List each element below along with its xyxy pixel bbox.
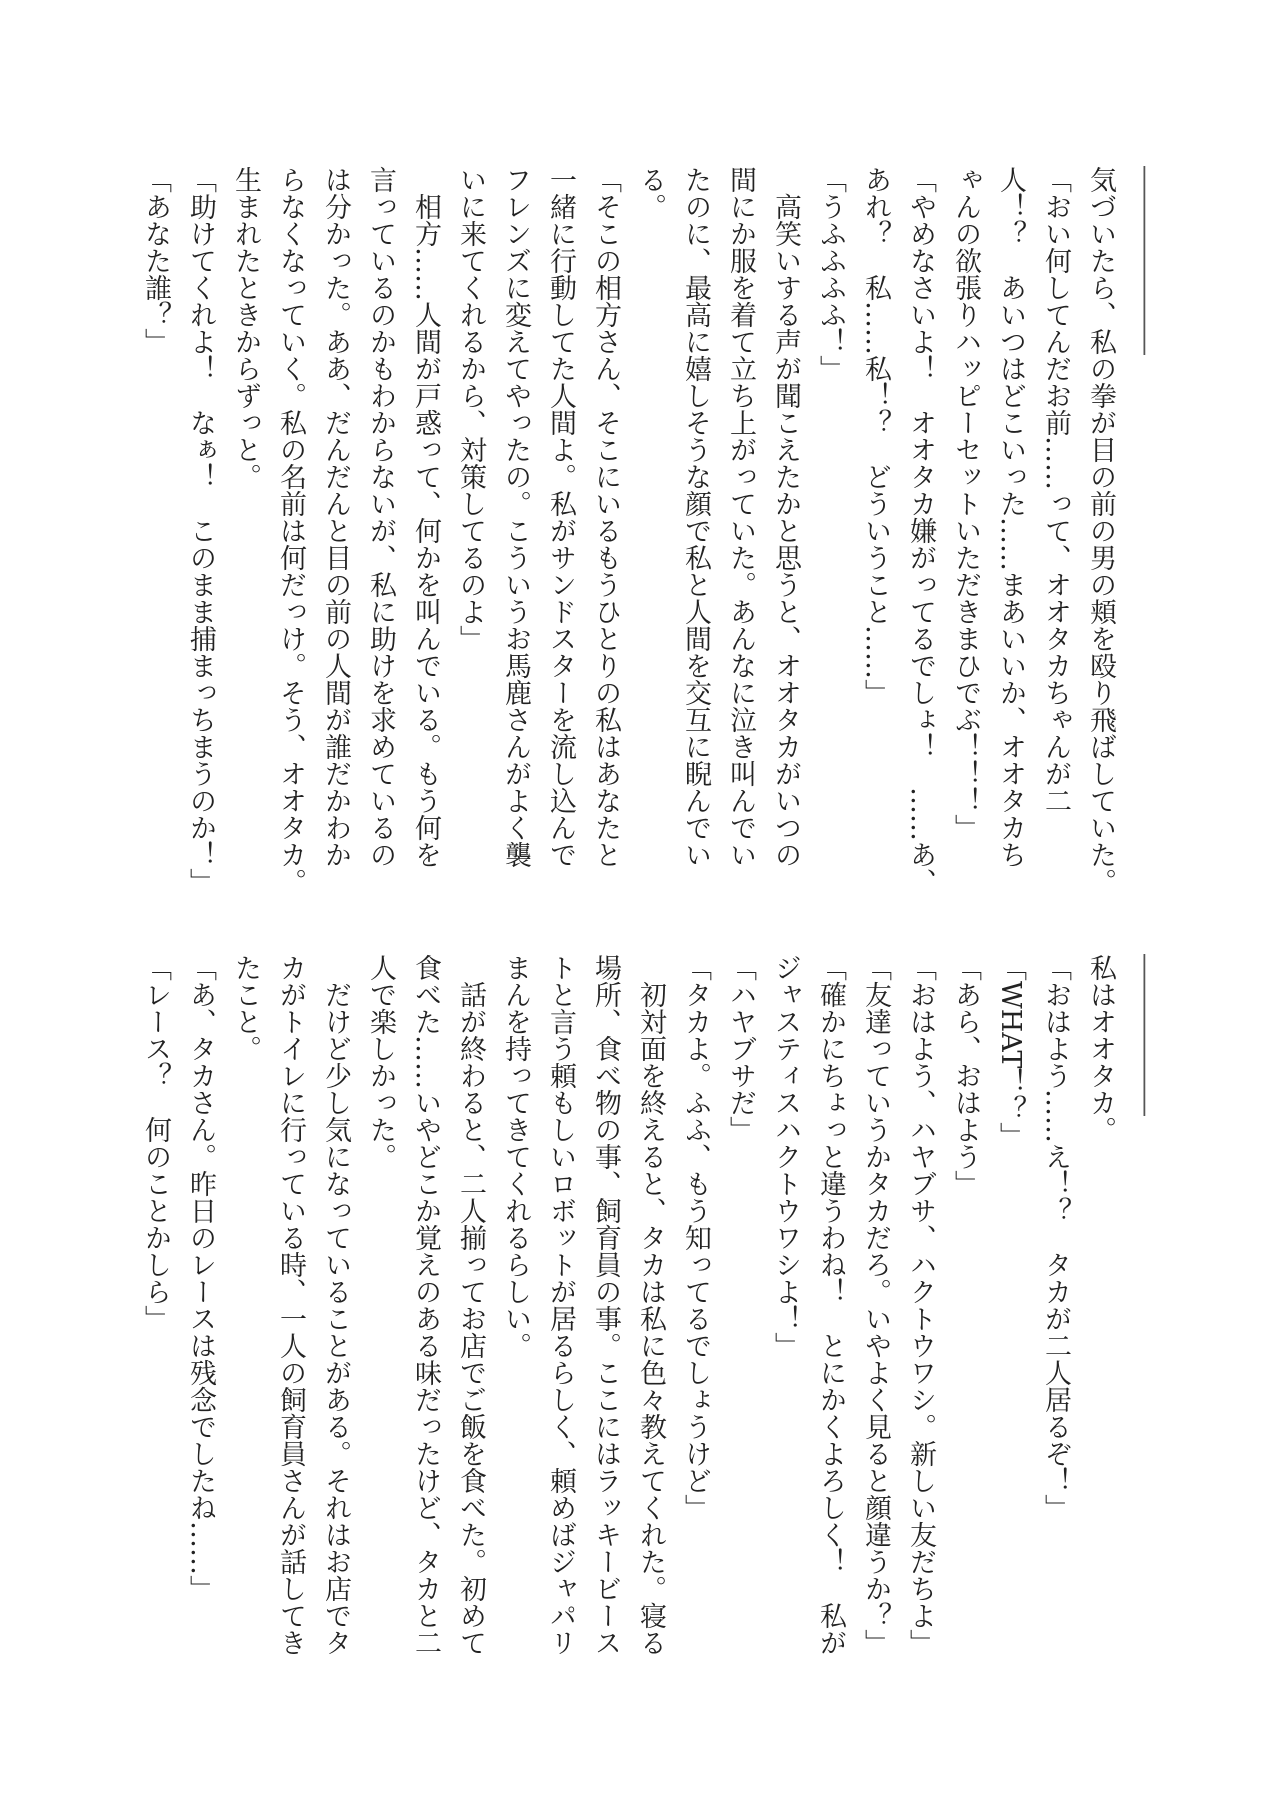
vertical-text-line: 「確かにちょっと違うわね！ とにかくよろしく！ 私が [815,954,846,1656]
vertical-text-line: 生まれたときからずっと。 [230,166,261,490]
vertical-text-line: 「あ、タカさん。昨日のレースは残念でしたね……」 [185,954,216,1602]
section-break-rule: ―――――― [1130,954,1161,1116]
vertical-text-line: 「おはよう……え！？ タカが二人居るぞ！」 [1040,954,1071,1521]
vertical-text-line: 「友達っていうかタカだろ。いやよく見ると顔違うか？」 [860,954,891,1656]
vertical-text-line: 相方……人間が戸惑って、何かを叫んでいる。もう何を [410,166,441,868]
vertical-text-line: 人で楽しかった。 [365,954,396,1170]
vertical-text-line: 「レース？ 何のことかしら」 [140,954,171,1332]
vertical-text-line: 気づいたら、私の拳が目の前の男の頬を殴り飛ばしていた。 [1085,166,1116,895]
vertical-text-line: 高笑いする声が聞こえたかと思うと、オオタカがいつの [770,166,801,868]
vertical-text-line: 「あなた誰？」 [140,166,171,355]
vertical-text-line: ジャスティスハクトウワシよ！」 [770,954,801,1359]
vertical-text-line: 間にか服を着て立ち上がっていた。あんなに泣き叫んでい [725,166,756,868]
vertical-text-line: 初対面を終えると、タカは私に色々教えてくれた。寝る [635,954,666,1656]
vertical-text-line: は分かった。ああ、だんだんと目の前の人間が誰だかわか [320,166,351,868]
vertical-text-line: 「やめなさいよ！ オオタカ嫌がってるでしょ！ ……あ、 [905,166,936,895]
text-block-bottom [133,954,1168,1699]
vertical-text-line: 食べた……いやどこか覚えのある味だったけど、タカと二 [410,954,441,1656]
text-block-top [133,166,1168,911]
vertical-text-line: 話が終わると、二人揃ってお店でご飯を食べた。初めて [455,954,486,1656]
vertical-text-line: 私はオオタカ。 [1085,954,1116,1143]
vertical-text-line: 「ハヤブサだ」 [725,954,756,1143]
vertical-text-line: あれ？ 私……私！？ どういうこと……」 [860,166,891,706]
section-break-rule: ――――――― [1130,166,1161,355]
vertical-text-line: フレンズに変えてやったの。こういうお馬鹿さんがよく襲 [500,166,531,868]
vertical-text-line: まんを持ってきてくれるらしい。 [500,954,531,1359]
vertical-text-line: 人！？ あいつはどこいった……まあいいか、オオタカち [995,166,1026,868]
vertical-text-line: らなくなっていく。私の名前は何だっけ。そう、オオタカ。 [275,166,306,895]
vertical-text-line: 「そこの相方さん、そこにいるもうひとりの私はあなたと [590,166,621,868]
vertical-text-line: 「あら、おはよう」 [950,954,981,1197]
vertical-text-line: トと言う頼もしいロボットが居るらしく、頼めばジャパリ [545,954,576,1656]
vertical-text-line: いに来てくれるから、対策してるのよ」 [455,166,486,652]
vertical-text-line: 「うふふふふ！」 [815,166,846,382]
vertical-text-line: 一緒に行動してた人間よ。私がサンドスターを流し込んで [545,166,576,868]
vertical-text-line: カがトイレに行っている時、一人の飼育員さんが話してき [275,954,306,1656]
vertical-text-line: 場所、食べ物の事、飼育員の事。ここにはラッキービース [590,954,621,1656]
vertical-text-line: 「助けてくれよ！ なぁ！ このまま捕まっちまうのか！」 [185,166,216,895]
vertical-text-line: たこと。 [230,954,261,1062]
vertical-text-line: 言っているのかもわからないが、私に助けを求めているの [365,166,396,868]
vertical-text-line: 「WHAT！？」 [995,954,1026,1150]
vertical-text-line: ゃんの欲張りハッピーセットいただきまひでぶ！！！」 [950,166,981,841]
vertical-text-line: たのに、最高に嬉しそうな顔で私と人間を交互に睨んでい [680,166,711,868]
vertical-text-line: 「おはよう、ハヤブサ、ハクトウワシ。新しい友だちよ」 [905,954,936,1656]
vertical-text-line: る。 [635,166,666,220]
vertical-text-line: 「おい何してんだお前……って、オオタカちゃんが二 [1040,166,1071,814]
vertical-text-line: 「タカよ。ふふ、もう知ってるでしょうけど」 [680,954,711,1521]
vertical-text-line: だけど少し気になっていることがある。それはお店でタ [320,954,351,1656]
